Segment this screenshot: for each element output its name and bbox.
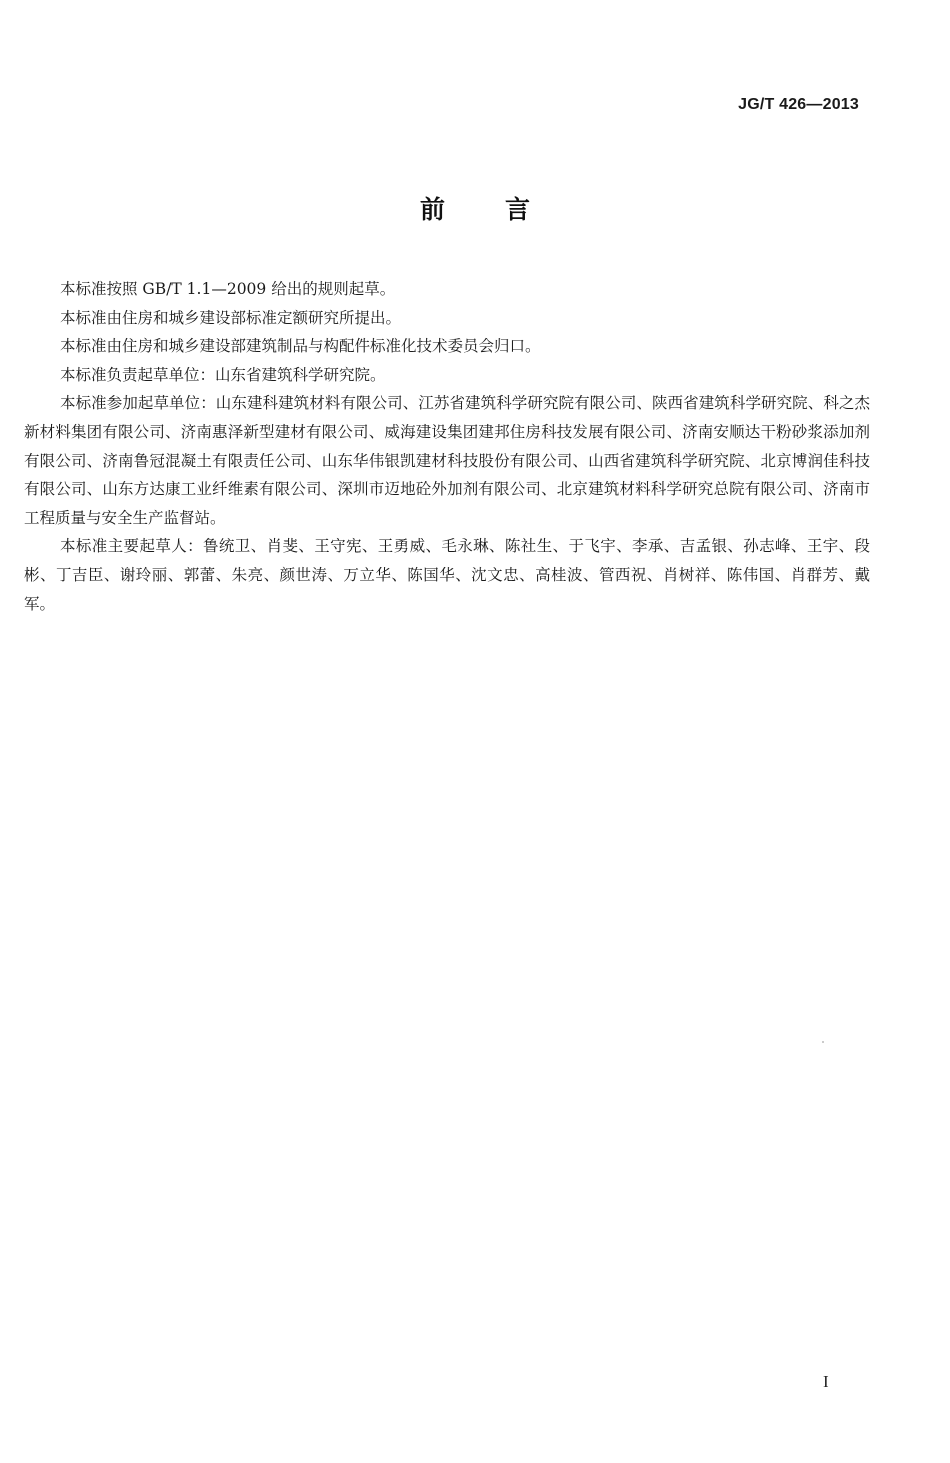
paragraph-responsible-drafter: 本标准负责起草单位：山东省建筑科学研究院。 [60, 365, 386, 384]
page-title: 前言 [419, 195, 590, 224]
paragraph-participating-drafters: 本标准参加起草单位：山东建科建筑材料有限公司、江苏省建筑科学研究院有限公司、陕西省建筑科学研究院、科之杰新材料集团有限公司、济南惠泽新型建材有限公司、威海建设集团建邦住房科技发展有限公司、济南安顺达干粉砂浆添加剂有限公司、济南鲁冠混凝土有限责任公司、山东华伟银凯建材科技股份有限公司、山西省建筑科学研究院、北京博润佳科技有限公司、山东方达康工业纤维素有限公司、深圳市迈地砼外加剂有限公司、北京建筑材料科学研究总院有限公司、济南市工程质量与安全生产监督站。 [24, 394, 870, 527]
paragraph-centralized-management: 本标准由住房和城乡建设部建筑制品与构配件标准化技术委员会归口。 [60, 337, 541, 356]
paragraph-drafting-rules: 本标准按照 GB/T 1.1—2009 给出的规则起草。 [60, 280, 396, 298]
paragraph-main-drafters: 本标准主要起草人：鲁统卫、肖斐、王守宪、王勇威、毛永琳、陈社生、于飞宇、李承、吉孟银、孙志峰、王宇、段彬、丁吉臣、谢玲丽、郭蕾、朱亮、颜世涛、万立华、陈国华、沈文忠、高桂波、管西祝、肖树祥、陈伟国、肖群芳、戴军。 [24, 537, 870, 613]
preface-body [24, 275, 870, 618]
page-number: I [823, 1372, 829, 1391]
scan-speck [822, 1041, 824, 1043]
standard-code: JG/T 426—2013 [738, 96, 859, 113]
paragraph-proposer: 本标准由住房和城乡建设部标准定额研究所提出。 [60, 308, 402, 327]
